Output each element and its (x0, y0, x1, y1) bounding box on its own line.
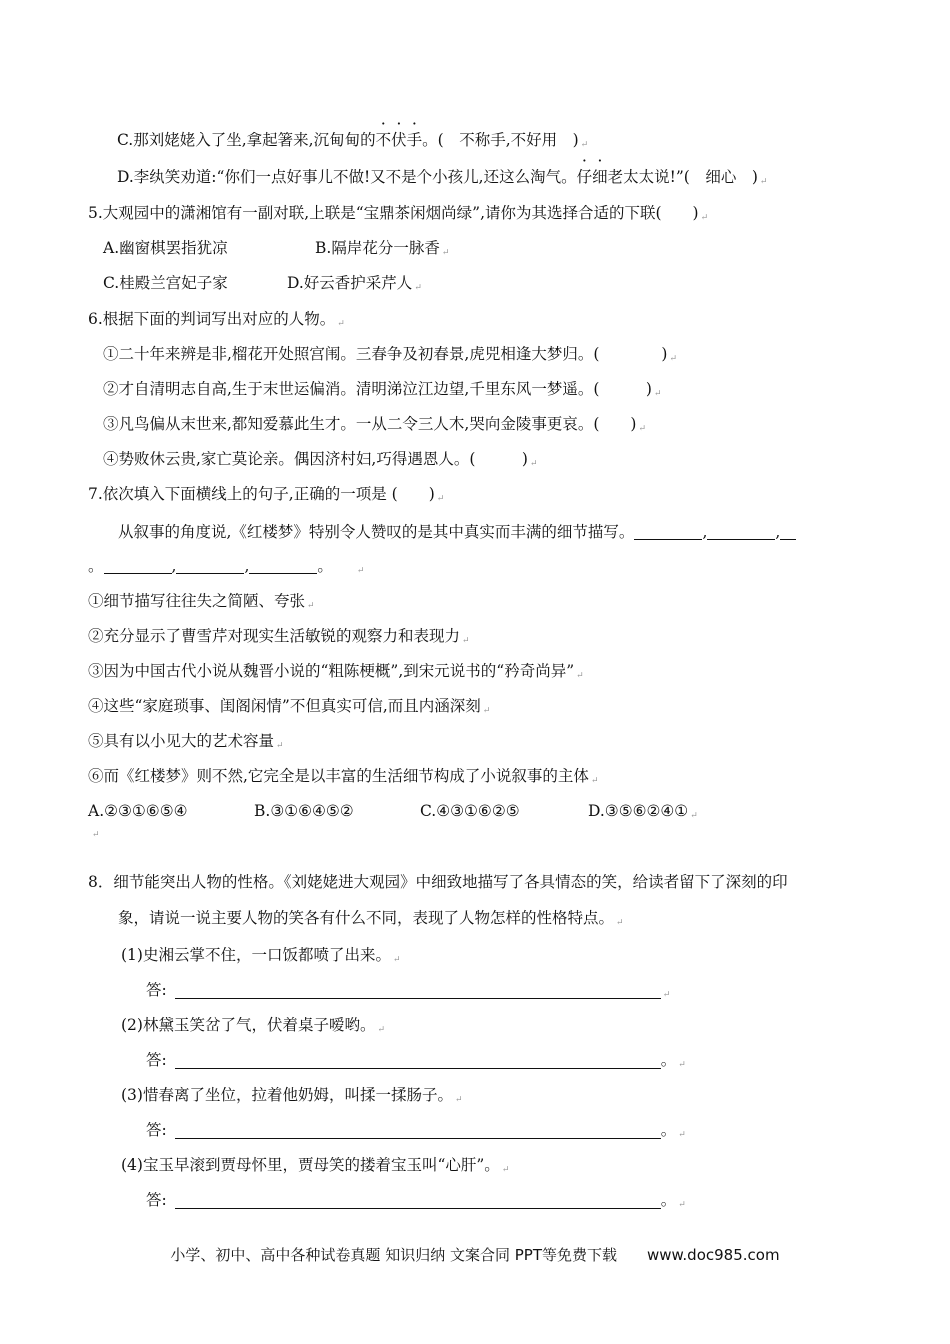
q6-item-4: ④势败休云贵,家亡莫论亲。偶因济村妇,巧得遇恩人。( ) ↵ (103, 450, 538, 469)
q5-stem: 5.大观园中的潇湘馆有一副对联,上联是“宝鼎茶闲烟尚绿”,请你为其选择合适的下联( ) ↵ (88, 204, 709, 223)
q8-stem-line1: 8．细节能突出人物的性格。《刘姥姥进大观园》中细致地描写了各具情态的笑，给读者留下了深刻的印 (88, 873, 788, 891)
q6-item-3: ③凡鸟偏从末世来,都知爱慕此生才。一从二令三人木,哭向金陵事更哀。( ) ↵ (103, 415, 646, 434)
q7-sentence-3: ③因为中国古代小说从魏晋小说的“粗陈梗概”,到宋元说书的“矜奇尚异” ↵ (88, 662, 584, 681)
q7-stem: 7.依次填入下面横线上的句子,正确的一项是 ( ) ↵ (88, 485, 445, 504)
answer-line[interactable] (175, 1122, 661, 1139)
q8-item-1: (1)史湘云掌不住，一口饭都喷了出来。 ↵ (121, 946, 401, 965)
footer-text: 小学、初中、高中各种试卷真题 知识归纳 文案合同 PPT等免费下载 (170, 1246, 617, 1264)
q7-sentence-5: ⑤具有以小见大的艺术容量 ↵ (88, 732, 284, 751)
q8-answer-2: 答: 。 ↵ (146, 1051, 686, 1070)
q6-stem: 6.根据下面的判词写出对应的人物。 ↵ (88, 310, 345, 329)
q5-options-ab: A.幽窗棋罢指犹凉 B.隔岸花分一脉香 ↵ (103, 239, 450, 258)
answer-line[interactable] (175, 982, 661, 999)
answer-line[interactable] (175, 1192, 661, 1209)
paragraph-mark: ↵ (92, 830, 100, 840)
q4-option-c: C.那刘姥姥入了坐,拿起箸来,沉甸甸的不伏手。( 不称手,不好用 ) ↵ (117, 131, 589, 150)
q8-item-2: (2)林黛玉笑岔了气，伏着桌子嗳哟。 ↵ (121, 1016, 386, 1035)
page-footer (0, 1244, 950, 1265)
q8-item-4: (4)宝玉早滚到贾母怀里，贾母笑的搂着宝玉叫“心肝”。 ↵ (121, 1156, 510, 1175)
q7-options: A.②③①⑥⑤④ B.③①⑥④⑤② C.④③①⑥②⑤ D.③⑤⑥②④① ↵ (88, 802, 698, 821)
q6-item-2: ②才自清明志自高,生于末世运偏消。清明涕泣江边望,千里东风一梦遥。( ) ↵ (103, 380, 662, 399)
q7-passage-blanks: 。 , , 。 ↵ (88, 557, 365, 576)
q8-item-3: (3)惜春离了坐位，拉着他奶姆，叫揉一揉肠子。 ↵ (121, 1086, 463, 1105)
q8-stem-line2: 象，请说一说主要人物的笑各有什么不同，表现了人物怎样的性格特点。 ↵ (118, 909, 624, 928)
q7-sentence-6: ⑥而《红楼梦》则不然,它完全是以丰富的生活细节构成了小说叙事的主体 ↵ (88, 767, 599, 786)
answer-line[interactable] (175, 1052, 661, 1069)
q8-answer-1: 答: ↵ (146, 981, 671, 1000)
q6-item-1: ①二十年来辨是非,榴花开处照宫闱。三春争及初春景,虎兕相逢大梦归。( ) ↵ (103, 345, 677, 364)
q7-sentence-2: ②充分显示了曹雪芹对现实生活敏锐的观察力和表现力 ↵ (88, 627, 470, 646)
q4-option-d: D.李纨笑劝道:“你们一点好事儿不做!又不是个小孩儿,还这么淘气。仔细老太太说!”( 细心 ) ↵ (117, 168, 768, 187)
q7-sentence-4: ④这些“家庭琐事、闺阁闲情”不但真实可信,而且内涵深刻 ↵ (88, 697, 491, 716)
q8-answer-3: 答: 。 ↵ (146, 1121, 686, 1140)
q5-options-cd: C.桂殿兰宫妃子家 D.好云香护采芹人 ↵ (103, 274, 422, 293)
footer-site[interactable]: www.doc985.com (646, 1246, 780, 1264)
q8-answer-4: 答: 。 ↵ (146, 1191, 686, 1210)
q7-passage: 从叙事的角度说,《红楼梦》特别令人赞叹的是其中真实而丰满的细节描写。 , , (118, 522, 796, 542)
q7-sentence-1: ①细节描写往往失之简陋、夸张 ↵ (88, 592, 315, 611)
